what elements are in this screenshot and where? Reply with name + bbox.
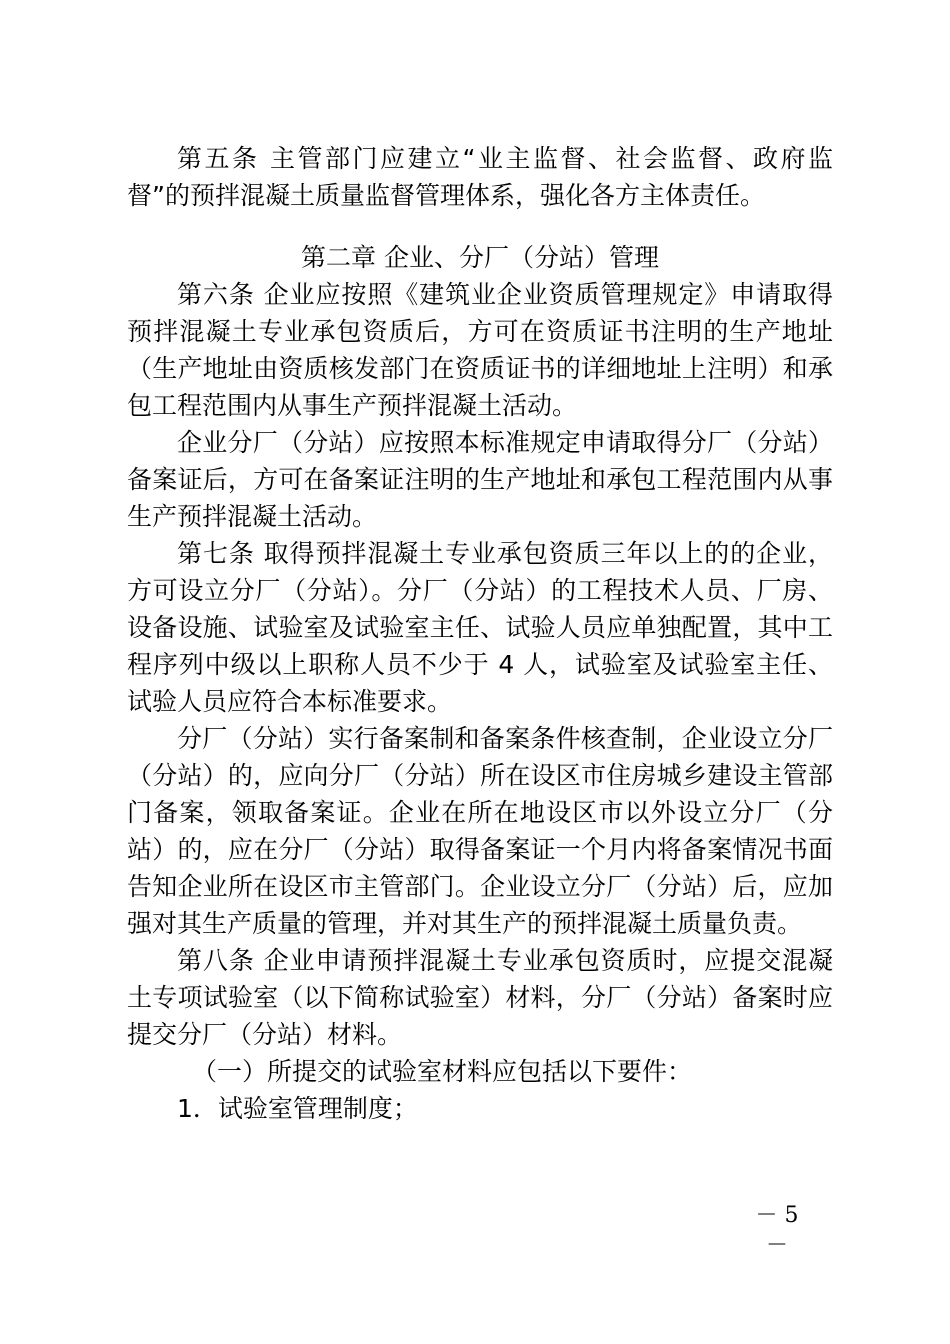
page-number: － 5 － <box>755 1203 799 1258</box>
article-7-paragraph-2: 分厂（分站）实行备案制和备案条件核查制，企业设立分厂（分站）的，应向分厂（分站）所在设区市住房城乡建设主管部门备案，领取备案证。企业在所在地设区市以外设立分厂（分站）的，应在分厂（分站）取得备案证一个月内将备案情况书面告知企业所在设区市主管部门。企业设立分厂（分站）后，应加强对其生产质量的管理，并对其生产的预拌混凝土质量负责。 <box>127 724 833 938</box>
document-body <box>127 140 833 1127</box>
article-6-paragraph-2: 企业分厂（分站）应按照本标准规定申请取得分厂（分站）备案证后，方可在备案证注明的生产地址和承包工程范围内从事生产预拌混凝土活动。 <box>127 428 833 531</box>
article-5: 第五条 主管部门应建立“业主监督、社会监督、政府监督”的预拌混凝土质量监督管理体系，强化各方主体责任。 <box>127 144 833 210</box>
materials-list-item-1: 1．试验室管理制度； <box>177 1094 418 1123</box>
materials-list-heading: （一）所提交的试验室材料应包括以下要件： <box>192 1057 693 1086</box>
article-8: 第八条 企业申请预拌混凝土专业承包资质时，应提交混凝土专项试验室（以下简称试验室）材料，分厂（分站）备案时应提交分厂（分站）材料。 <box>127 946 833 1049</box>
article-6-paragraph-1: 第六条 企业应按照《建筑业企业资质管理规定》申请取得预拌混凝土专业承包资质后，方可在资质证书注明的生产地址（生产地址由资质核发部门在资质证书的详细地址上注明）和承包工程范围内从事生产预拌混凝土活动。 <box>127 280 833 420</box>
article-7-paragraph-1: 第七条 取得预拌混凝土专业承包资质三年以上的的企业，方可设立分厂（分站）。分厂（分站）的工程技术人员、厂房、设备设施、试验室及试验室主任、试验人员应单独配置，其中工程序列中级以上职称人员不少于 4 人，试验室及试验室主任、试验人员应符合本标准要求。 <box>127 539 833 716</box>
chapter-2-title: 第二章 企业、分厂（分站）管理 <box>301 243 659 272</box>
